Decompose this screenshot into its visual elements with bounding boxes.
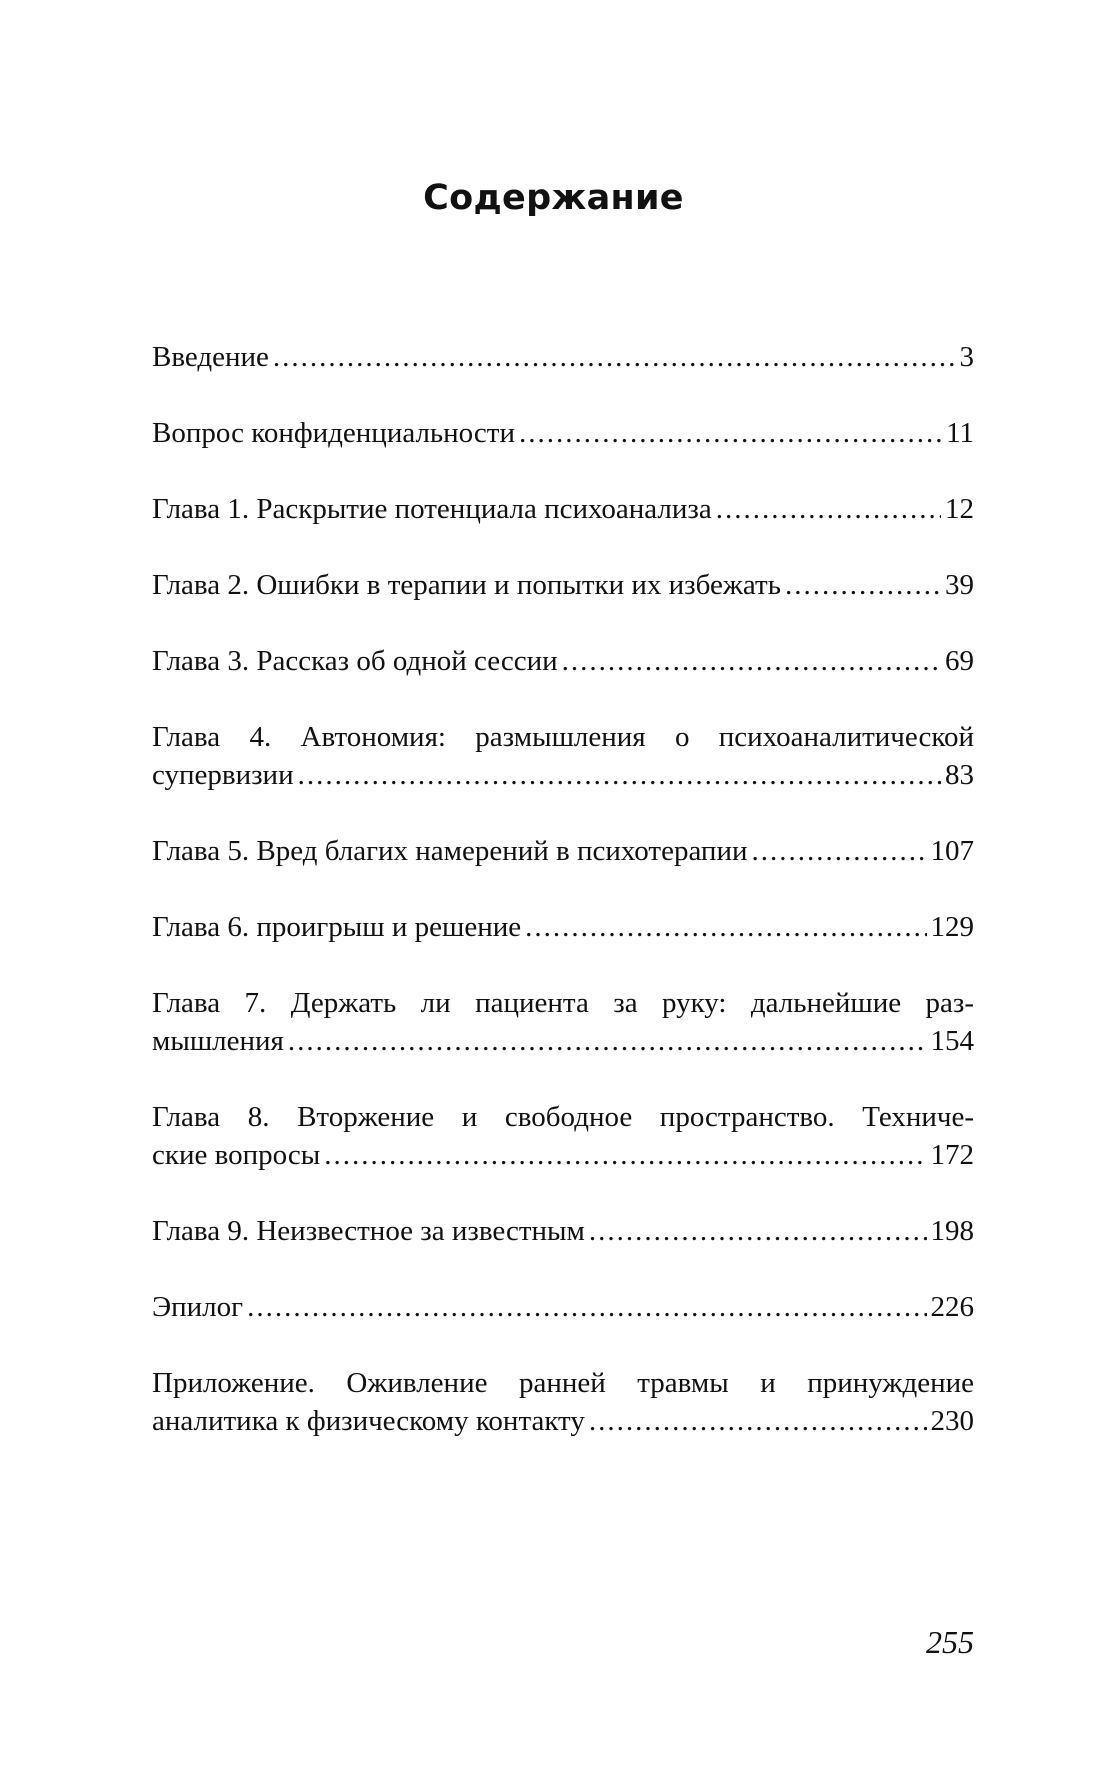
toc-entry-page: 83 — [945, 759, 974, 791]
toc-entry-page: 172 — [930, 1139, 974, 1171]
toc-entry-last-line — [152, 756, 974, 794]
toc-entry — [152, 908, 974, 946]
toc-entry — [152, 984, 974, 1060]
dot-leader — [273, 338, 956, 376]
toc-entry-page: 69 — [945, 645, 974, 677]
toc-entry — [152, 338, 974, 376]
toc-entry-title: Глава 1. Раскрытие потенциала психоанализа — [152, 493, 712, 525]
toc-entry-text-line: Приложение. Оживление ранней травмы и принуждение — [152, 1367, 974, 1399]
toc-entry-title: Глава 3. Рассказ об одной сессии — [152, 645, 558, 677]
page-title: Содержание — [423, 178, 684, 218]
toc-entry-last-line — [152, 1022, 974, 1060]
toc-entry-text-line: Глава 8. Вторжение и свободное пространство. Техниче- — [152, 1101, 974, 1133]
toc-entry-title: Вопрос конфиденциальности — [152, 417, 515, 449]
toc-entry-page: 12 — [945, 493, 974, 525]
toc-entry-page: 129 — [930, 911, 974, 943]
dot-leader — [324, 1136, 926, 1174]
toc-entry — [152, 1098, 974, 1174]
toc-entry-text-line: Глава 7. Держать ли пациента за руку: дальнейшие раз- — [152, 987, 974, 1019]
toc-entry-title: Глава 6. проигрыш и решение — [152, 911, 522, 943]
toc-entry-text-line: Глава 4. Автономия: размышления о психоаналитической — [152, 721, 974, 753]
toc-entry — [152, 566, 974, 604]
toc-entry-page: 230 — [930, 1405, 974, 1437]
toc-entry-title: ские вопросы — [152, 1139, 321, 1171]
toc-entry — [152, 490, 974, 528]
dot-leader — [519, 414, 942, 452]
toc-entry-page: 198 — [930, 1215, 974, 1247]
toc-entry — [152, 642, 974, 680]
dot-leader — [785, 566, 941, 604]
toc-entry-last-line — [152, 1288, 974, 1326]
toc-entry-last-line — [152, 1136, 974, 1174]
dot-leader — [247, 1288, 926, 1326]
toc-entry — [152, 1212, 974, 1250]
toc-entry-last-line — [152, 338, 974, 376]
toc-entry-page: 107 — [930, 835, 974, 867]
dot-leader — [525, 908, 926, 946]
toc-entry-last-line — [152, 1212, 974, 1250]
toc-entry-title: Глава 5. Вред благих намерений в психотерапии — [152, 835, 748, 867]
toc-entry — [152, 1364, 974, 1440]
toc-entry-page: 3 — [959, 341, 974, 373]
toc-entry-title: Эпилог — [152, 1291, 244, 1323]
toc-entry — [152, 832, 974, 870]
dot-leader — [716, 490, 941, 528]
toc-entry-title: супервизии — [152, 759, 294, 791]
toc-entry-title: Глава 9. Неизвестное за известным — [152, 1215, 585, 1247]
dot-leader — [589, 1402, 927, 1440]
toc-entry-page: 39 — [945, 569, 974, 601]
toc-entry-last-line — [152, 490, 974, 528]
dot-leader — [752, 832, 927, 870]
page-number: 255 — [926, 1624, 974, 1660]
toc-entry-title: Глава 2. Ошибки в терапии и попытки их избежать — [152, 569, 781, 601]
toc-entry-last-line — [152, 832, 974, 870]
toc-entry — [152, 414, 974, 452]
toc-entry-title: аналитика к физическому контакту — [152, 1405, 585, 1437]
dot-leader — [298, 756, 941, 794]
toc-entry-last-line — [152, 908, 974, 946]
toc-entry — [152, 718, 974, 794]
toc-entry-last-line — [152, 414, 974, 452]
dot-leader — [288, 1022, 927, 1060]
dot-leader — [589, 1212, 927, 1250]
toc-entry-title: Введение — [152, 341, 269, 373]
toc-entry-last-line — [152, 566, 974, 604]
toc-entry-page: 154 — [930, 1025, 974, 1057]
toc-entry-last-line — [152, 642, 974, 680]
toc-entry-last-line — [152, 1402, 974, 1440]
toc-entry-title: мышления — [152, 1025, 284, 1057]
toc-entry-page: 226 — [930, 1291, 974, 1323]
toc-entry-page: 11 — [946, 417, 974, 449]
table-of-contents — [152, 338, 974, 1440]
dot-leader — [562, 642, 941, 680]
toc-entry — [152, 1288, 974, 1326]
